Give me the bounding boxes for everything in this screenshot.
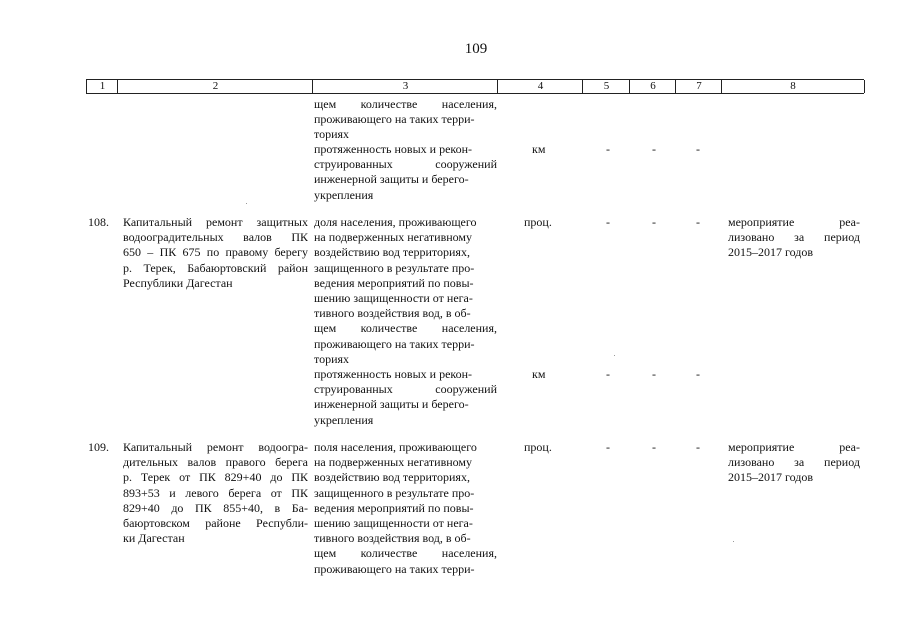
header-col-7: 7 bbox=[675, 80, 722, 93]
continuation-value-col7: - bbox=[696, 142, 700, 156]
row-108-value-col6: - bbox=[652, 215, 656, 229]
row-number: 108. bbox=[88, 215, 109, 229]
header-col-1: 1 bbox=[86, 80, 118, 93]
continuation-value-col5: - bbox=[606, 142, 610, 156]
row-109-indicator-population: поля населения, проживающего на подверженных негативному воздействию вод территориях, защищенного в результате про- ведения мероприятий по повы- шению защищенности от нега- тивного воздействия вод, в об- щем количестве населения, проживающего на таких терри- bbox=[314, 440, 497, 576]
continuation-unit: км bbox=[532, 142, 546, 156]
row-108-value-col5: - bbox=[606, 215, 610, 229]
row-108-name: Капитальный ремонт защитных водооградительных валов ПК 650 – ПК 675 по правому берегу р. Терек, Бабаюртовский район Республики Дагестан bbox=[123, 215, 308, 290]
row-108-note: мероприятие реа- лизовано за период 2015–2017 годов bbox=[728, 215, 860, 260]
row-number: 109. bbox=[88, 440, 109, 454]
row-108-unit-km: км bbox=[532, 367, 546, 381]
scan-speck bbox=[246, 203, 247, 204]
row-108-unit-percent: проц. bbox=[524, 215, 552, 229]
header-col-5: 5 bbox=[582, 80, 630, 93]
table-header-row bbox=[86, 79, 864, 94]
row-109-value-col7: - bbox=[696, 440, 700, 454]
row-108-indicator-length: протяженность новых и рекон- струированных сооружений инженерной защиты и берего- укрепления bbox=[314, 367, 497, 427]
row-108-length-col6: - bbox=[652, 367, 656, 381]
continuation-indicator-tail: щем количестве населения, проживающего на таких терри- ториях bbox=[314, 97, 497, 142]
row-109-value-col5: - bbox=[606, 440, 610, 454]
header-col-2: 2 bbox=[117, 80, 313, 93]
scan-speck bbox=[614, 355, 615, 356]
continuation-value-col6: - bbox=[652, 142, 656, 156]
header-col-4: 4 bbox=[497, 80, 583, 93]
row-109-value-col6: - bbox=[652, 440, 656, 454]
header-col-3: 3 bbox=[312, 80, 498, 93]
continuation-indicator-length: протяженность новых и рекон- струированных сооружений инженерной защиты и берего- укрепления bbox=[314, 142, 497, 202]
row-109-note: мероприятие реа- лизовано за период 2015–2017 годов bbox=[728, 440, 860, 485]
row-108-length-col7: - bbox=[696, 367, 700, 381]
row-108-length-col5: - bbox=[606, 367, 610, 381]
header-col-8: 8 bbox=[721, 80, 865, 93]
page-number: 109 bbox=[464, 41, 488, 57]
scan-speck bbox=[733, 541, 734, 542]
row-109-unit-percent: проц. bbox=[524, 440, 552, 454]
row-109-name: Капитальный ремонт водоогра- дительных валов правого берега р. Терек от ПК 829+40 до ПК 893+53 и левого берега от ПК 829+40 до ПК 855+40, в Ба- баюртовском районе Республи- ки Дагестан bbox=[123, 440, 308, 546]
row-108-indicator-population: доля населения, проживающего на подверженных негативному воздействию вод территориях, защищенного в результате про- ведения мероприятий по повы- шению защищенности от нега- тивного воздействия вод, в об- щем количестве населения, проживающего на таких терри- ториях bbox=[314, 215, 497, 366]
header-col-6: 6 bbox=[629, 80, 676, 93]
row-108-value-col7: - bbox=[696, 215, 700, 229]
